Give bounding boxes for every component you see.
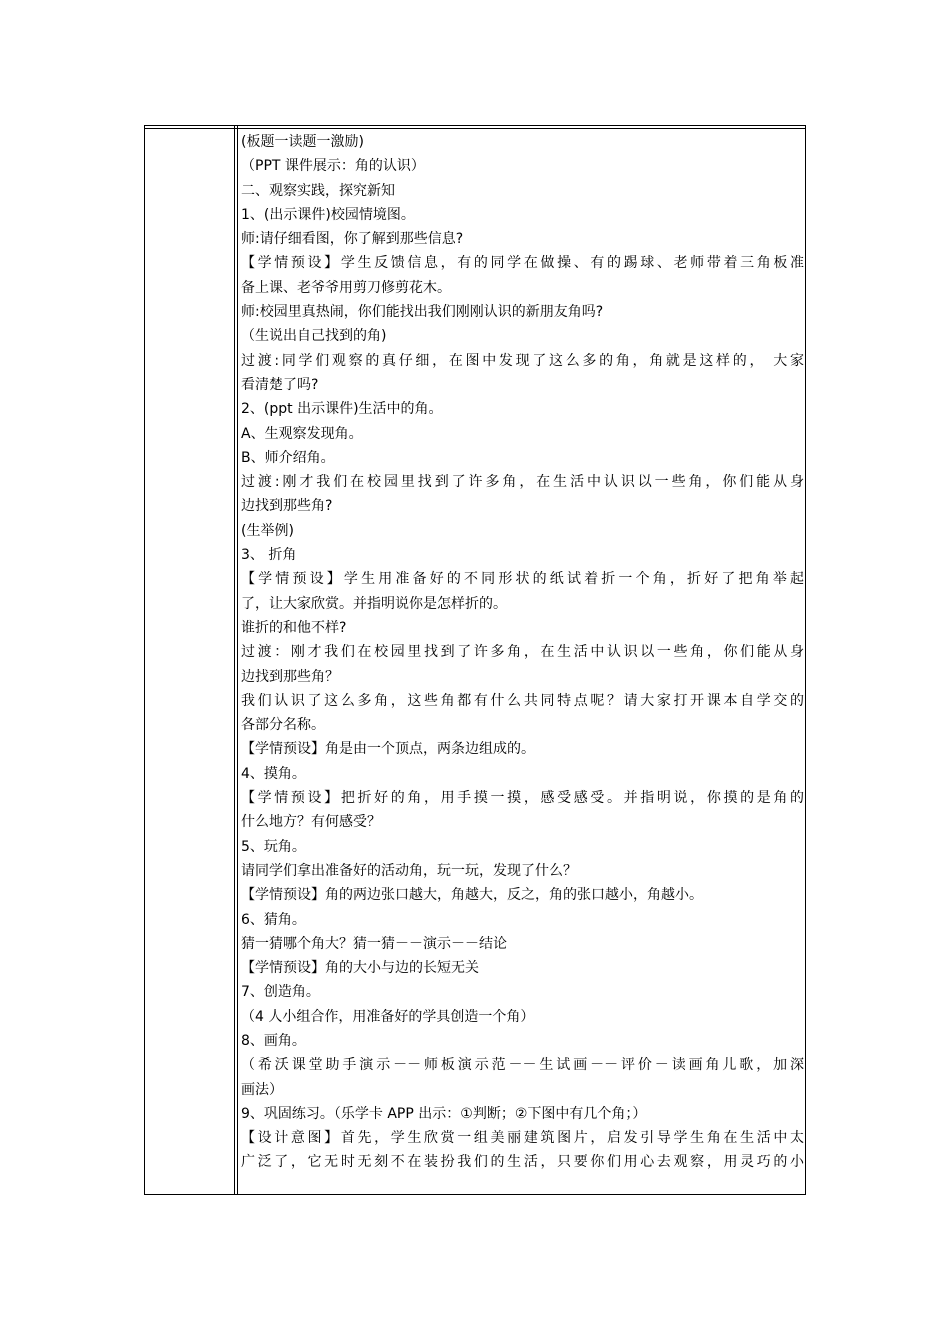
text-line: 【学情预设】角的两边张口越大，角越大，反之，角的张口越小，角越小。 — [241, 887, 703, 904]
text-line: 备上课、老爷爷用剪刀修剪花木。 — [241, 279, 451, 296]
text-line: 边找到那些角? — [241, 498, 333, 515]
text-line: 1、(出示课件)校园情境图。 — [241, 206, 415, 223]
text-line: 2、(ppt 出示课件)生活中的角。 — [241, 401, 443, 418]
text-line: 各部分名称。 — [241, 717, 325, 734]
text-line: (板题一读题一激励) — [241, 134, 364, 150]
table-left-column — [145, 126, 238, 1194]
text-line: 什么地方？有何感受？ — [241, 814, 381, 831]
text-line: 过渡：刚才我们在校园里找到了许多角，在生活中认识以一些角，你们能从身 — [241, 644, 804, 661]
text-line: 4、摸角。 — [241, 765, 306, 782]
text-line: 师:校园里真热闹，你们能找出我们刚刚认识的新朋友角吗? — [241, 304, 604, 321]
text-line: 【学情预设】把折好的角，用手摸一摸，感受感受。并指明说，你摸的是角的 — [241, 790, 804, 807]
text-line: 3、 折角 — [241, 547, 297, 564]
lesson-table — [144, 125, 806, 1195]
text-line: 请同学们拿出准备好的活动角，玩一玩，发现了什么？ — [241, 862, 577, 879]
text-line: 【学情预设】学生反馈信息，有的同学在做操、有的踢球、老师带着三角板准 — [241, 255, 804, 272]
text-line: 【学情预设】角的大小与边的长短无关 — [241, 960, 479, 977]
text-line: 广泛了，它无时无刻不在装扮我们的生活，只要你们用心去观察，用灵巧的小 — [241, 1154, 804, 1171]
table-content-cell — [241, 130, 804, 1192]
text-line: 边找到那些角？ — [241, 668, 339, 685]
text-line: 过渡:刚才我们在校园里找到了许多角，在生活中认识以一些角，你们能从身 — [241, 474, 804, 491]
text-line: (生举例) — [241, 522, 294, 539]
text-line: 7、创造角。 — [241, 984, 320, 1001]
text-line: 【学情预设】角是由一个顶点，两条边组成的。 — [241, 741, 535, 758]
text-line: 谁折的和他不样? — [241, 619, 347, 636]
text-line: 9、巩固练习。（乐学卡 APP 出示：①判断；②下图中有几个角；） — [241, 1105, 647, 1122]
text-line: 【设计意图】首先，学生欣赏一组美丽建筑图片，启发引导学生角在生活中太 — [241, 1130, 804, 1147]
text-line: 二、观察实践，探究新知 — [241, 182, 395, 199]
text-line: （PPT 课件展示：角的认识） — [241, 158, 425, 175]
text-line: （4 人小组合作，用准备好的学具创造一个角） — [241, 1008, 535, 1025]
text-line: 6、猜角。 — [241, 911, 306, 928]
text-line: （生说出自己找到的角) — [241, 328, 387, 345]
text-line: （希沃课堂助手演示－－师板演示范－－生试画－－评价－读画角儿歌，加深 — [241, 1057, 804, 1074]
text-line: 我们认识了这么多角，这些角都有什么共同特点呢？请大家打开课本自学交的 — [241, 692, 804, 709]
text-line: 了，让大家欣赏。并指明说你是怎样折的。 — [241, 595, 507, 612]
text-line: 师:请仔细看图，你了解到那些信息? — [241, 231, 464, 248]
text-line: 画法） — [241, 1081, 283, 1098]
text-line: 【学情预设】学生用准备好的不同形状的纸试着折一个角，折好了把角举起 — [241, 571, 804, 588]
text-line: 5、玩角。 — [241, 838, 306, 855]
text-line: 看清楚了吗? — [241, 376, 319, 393]
text-line: 过渡:同学们观察的真仔细，在图中发现了这么多的角，角就是这样的， 大家 — [241, 352, 804, 369]
text-line: A、生观察发现角。 — [241, 425, 363, 442]
text-line: 猜一猜哪个角大？猜一猜－－演示－－结论 — [241, 935, 507, 952]
text-line: 8、画角。 — [241, 1032, 306, 1049]
text-line: B、师介绍角。 — [241, 449, 335, 466]
